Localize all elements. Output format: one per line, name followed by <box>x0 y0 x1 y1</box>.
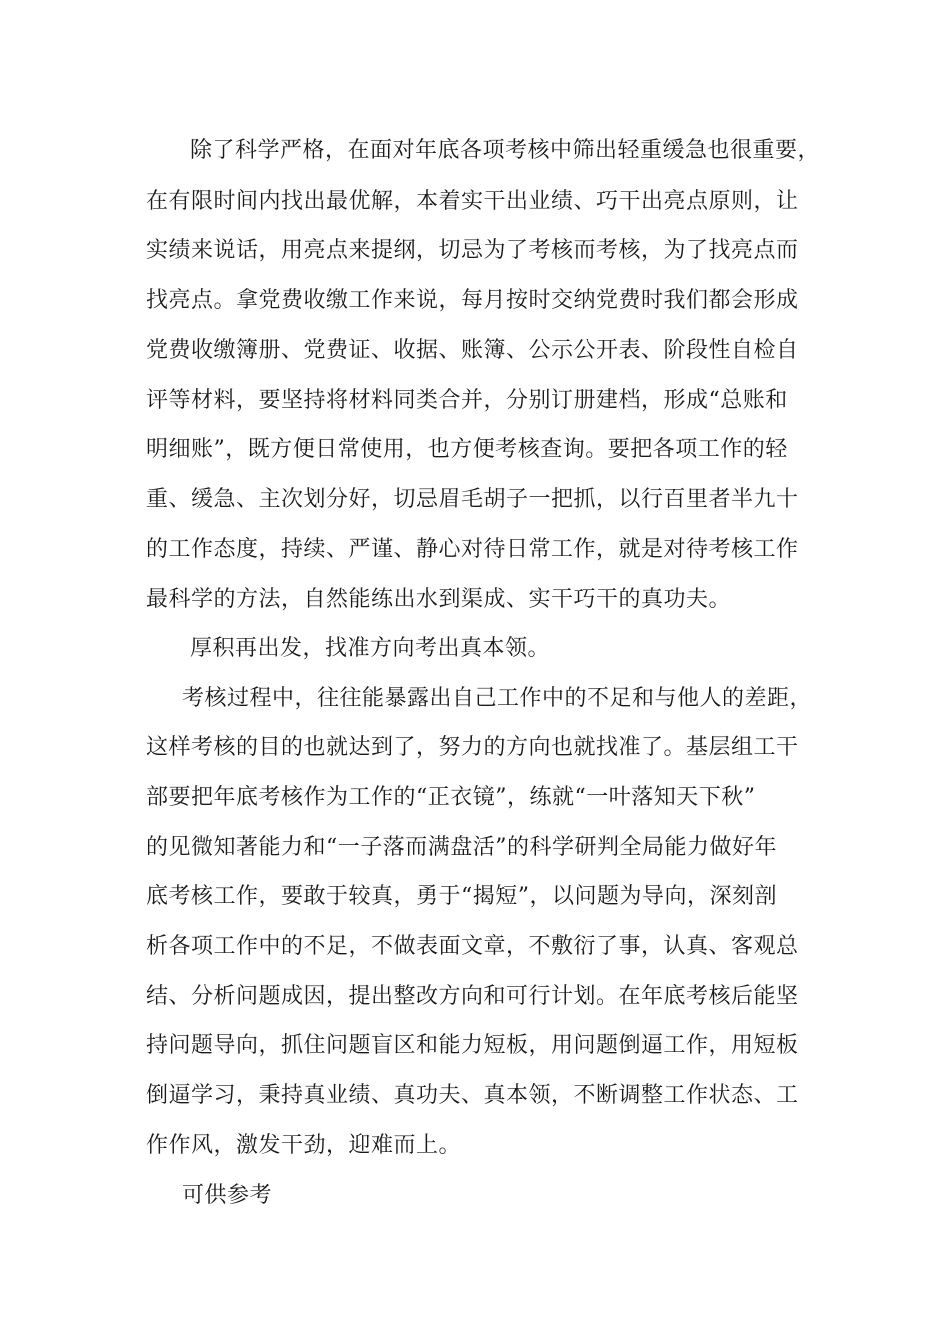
paragraph-2-line-1: 厚积再出发，找准方向考出真本领。 <box>190 636 551 661</box>
paragraph-1-line-10: 最科学的方法，自然能练出水到渠成、实干巧干的真功夫。 <box>146 587 732 612</box>
paragraph-1-line-8: 重、缓急、主次划分好，切忌眉毛胡子一把抓，以行百里者半九十 <box>146 487 799 512</box>
paragraph-3-line-9: 倒逼学习，秉持真业绩、真功夫、真本领，不断调整工作状态、工 <box>146 1083 799 1108</box>
paragraph-3-line-1: 考核过程中，往往能暴露出自己工作中的不足和与他人的差距， <box>182 686 813 711</box>
paragraph-3-line-7: 结、分析问题成因，提出整改方向和可行计划。在年底考核后能坚 <box>146 984 799 1009</box>
paragraph-3-line-4: 的见微知著能力和“一子落而满盘活”的科学研判全局能力做好年 <box>146 835 777 860</box>
paragraph-1-line-2: 在有限时间内找出最优解，本着实干出业绩、巧干出亮点原则，让 <box>146 189 799 214</box>
paragraph-1-line-1: 除了科学严格，在面对年底各项考核中筛出轻重缓急也很重要， <box>190 138 821 163</box>
paragraph-1-line-3: 实绩来说话，用亮点来提纲，切忌为了考核而考核，为了找亮点而 <box>146 238 799 263</box>
paragraph-3-line-5: 底考核工作，要敢于较真，勇于“揭短”，以问题为导向，深刻剖 <box>146 884 777 909</box>
paragraph-3-line-3: 部要把年底考核作为工作的“正衣镜”，练就“一叶落知天下秋” <box>146 785 756 810</box>
paragraph-3-line-8: 持问题导向，抓住问题盲区和能力短板，用问题倒逼工作，用短板 <box>146 1033 799 1058</box>
closing-note: 可供参考 <box>182 1183 273 1208</box>
paragraph-3-line-2: 这样考核的目的也就达到了，努力的方向也就找准了。基层组工干 <box>146 735 799 760</box>
paragraph-1-line-5: 党费收缴簿册、党费证、收据、账簿、公示公开表、阶段性自检自 <box>146 338 799 363</box>
paragraph-1-line-6: 评等材料，要坚持将材料同类合并，分别订册建档，形成“总账和 <box>146 388 788 413</box>
paragraph-3-line-10: 作作风，激发干劲，迎难而上。 <box>146 1133 462 1158</box>
paragraph-1-line-4: 找亮点。拿党费收缴工作来说，每月按时交纳党费时我们都会形成 <box>146 288 799 313</box>
paragraph-3-line-6: 析各项工作中的不足，不做表面文章，不敷衍了事，认真、客观总 <box>146 934 799 959</box>
paragraph-1-line-7: 明细账”，既方便日常使用，也方便考核查询。要把各项工作的轻 <box>146 437 788 462</box>
paragraph-1-line-9: 的工作态度，持续、严谨、静心对待日常工作，就是对待考核工作 <box>146 537 799 562</box>
